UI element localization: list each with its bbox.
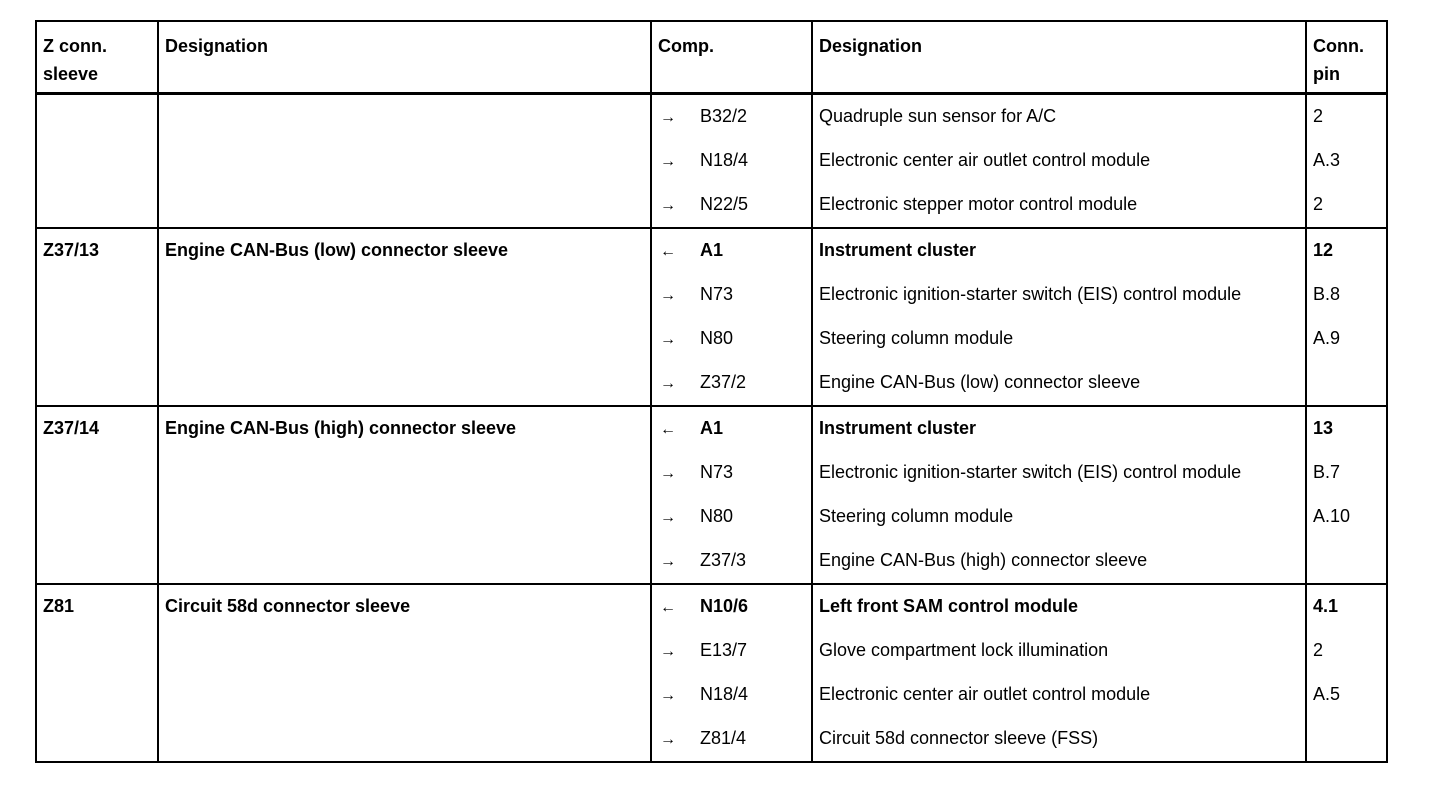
sleeve-designation-cell	[158, 94, 651, 229]
conn-pin-cell	[1306, 361, 1387, 406]
conn-pin-cell: B.7	[1306, 451, 1387, 495]
comp-designation-cell: Engine CAN-Bus (low) connector sleeve	[812, 361, 1306, 406]
comp-designation-cell: Electronic center air outlet control module	[812, 139, 1306, 183]
arrow-right-icon: →	[660, 465, 676, 482]
comp-cell	[651, 228, 812, 273]
comp-cell	[651, 406, 812, 451]
comp-label: Z37/3	[700, 550, 747, 570]
comp-cell	[651, 183, 812, 228]
arrow-right-icon: →	[660, 109, 676, 126]
z-conn-sleeve-cell: Z37/13	[36, 228, 158, 406]
arrow-left-icon: ←	[660, 243, 676, 260]
comp-label: E13/7	[700, 640, 748, 660]
connector-group	[36, 94, 1387, 229]
conn-pin-cell: A.5	[1306, 673, 1387, 717]
arrow-right-icon: →	[660, 731, 676, 748]
comp-designation-cell: Quadruple sun sensor for A/C	[812, 94, 1306, 140]
arrow-right-icon: →	[660, 287, 676, 304]
sleeve-designation-cell: Engine CAN-Bus (high) connector sleeve	[158, 406, 651, 584]
conn-pin-cell: A.10	[1306, 495, 1387, 539]
comp-label: N80	[700, 506, 734, 526]
comp-designation-cell: Left front SAM control module	[812, 584, 1306, 629]
table-row	[36, 228, 1387, 273]
comp-label: N80	[700, 328, 734, 348]
arrow-left-icon: ←	[660, 599, 676, 616]
header-designation: Designation	[158, 21, 651, 94]
comp-label: N73	[700, 462, 734, 482]
connector-table	[35, 20, 1388, 763]
comp-label: N18/4	[700, 684, 749, 704]
comp-designation-cell: Electronic ignition-starter switch (EIS) control module	[812, 451, 1306, 495]
comp-cell	[651, 273, 812, 317]
conn-pin-cell: B.8	[1306, 273, 1387, 317]
connector-group	[36, 228, 1387, 406]
z-conn-sleeve-cell: Z37/14	[36, 406, 158, 584]
comp-label: Z37/2	[700, 372, 747, 392]
table-header	[36, 21, 1387, 94]
arrow-right-icon: →	[660, 375, 676, 392]
comp-cell	[651, 717, 812, 762]
conn-pin-cell: A.9	[1306, 317, 1387, 361]
conn-pin-cell: 2	[1306, 94, 1387, 140]
sleeve-designation-cell: Circuit 58d connector sleeve	[158, 584, 651, 762]
header-designation-2: Designation	[812, 21, 1306, 94]
arrow-right-icon: →	[660, 553, 676, 570]
header-conn-pin: Conn. pin	[1306, 21, 1387, 94]
comp-designation-cell: Glove compartment lock illumination	[812, 629, 1306, 673]
comp-cell	[651, 361, 812, 406]
z-conn-sleeve-cell	[36, 94, 158, 229]
arrow-right-icon: →	[660, 687, 676, 704]
arrow-right-icon: →	[660, 153, 676, 170]
comp-designation-cell: Electronic stepper motor control module	[812, 183, 1306, 228]
conn-pin-cell	[1306, 539, 1387, 584]
comp-designation-cell: Engine CAN-Bus (high) connector sleeve	[812, 539, 1306, 584]
comp-label: A1	[700, 240, 724, 260]
conn-pin-cell	[1306, 717, 1387, 762]
arrow-left-icon: ←	[660, 421, 676, 438]
comp-label: N22/5	[700, 194, 749, 214]
table-row	[36, 584, 1387, 629]
header-comp: Comp.	[651, 21, 812, 94]
comp-designation-cell: Electronic center air outlet control module	[812, 673, 1306, 717]
comp-cell	[651, 94, 812, 140]
connector-group	[36, 406, 1387, 584]
comp-cell	[651, 451, 812, 495]
conn-pin-cell: 4.1	[1306, 584, 1387, 629]
table-row	[36, 94, 1387, 140]
comp-cell	[651, 495, 812, 539]
comp-cell	[651, 539, 812, 584]
header-z-conn-sleeve: Z conn. sleeve	[36, 21, 158, 94]
conn-pin-cell: A.3	[1306, 139, 1387, 183]
comp-label: Z81/4	[700, 728, 747, 748]
arrow-right-icon: →	[660, 331, 676, 348]
arrow-right-icon: →	[660, 643, 676, 660]
comp-designation-cell: Circuit 58d connector sleeve (FSS)	[812, 717, 1306, 762]
comp-designation-cell: Steering column module	[812, 317, 1306, 361]
comp-cell	[651, 139, 812, 183]
table-row	[36, 406, 1387, 451]
comp-label: N10/6	[700, 596, 749, 616]
conn-pin-cell: 12	[1306, 228, 1387, 273]
sleeve-designation-cell: Engine CAN-Bus (low) connector sleeve	[158, 228, 651, 406]
comp-designation-cell: Steering column module	[812, 495, 1306, 539]
comp-label: N73	[700, 284, 734, 304]
comp-cell	[651, 584, 812, 629]
comp-designation-cell: Instrument cluster	[812, 228, 1306, 273]
comp-cell	[651, 317, 812, 361]
arrow-right-icon: →	[660, 197, 676, 214]
comp-label: N18/4	[700, 150, 749, 170]
z-conn-sleeve-cell: Z81	[36, 584, 158, 762]
conn-pin-cell: 2	[1306, 629, 1387, 673]
arrow-right-icon: →	[660, 509, 676, 526]
comp-cell	[651, 673, 812, 717]
comp-designation-cell: Electronic ignition-starter switch (EIS) control module	[812, 273, 1306, 317]
conn-pin-cell: 2	[1306, 183, 1387, 228]
connector-group	[36, 584, 1387, 762]
conn-pin-cell: 13	[1306, 406, 1387, 451]
comp-cell	[651, 629, 812, 673]
comp-label: A1	[700, 418, 724, 438]
comp-designation-cell: Instrument cluster	[812, 406, 1306, 451]
comp-label: B32/2	[700, 106, 748, 126]
